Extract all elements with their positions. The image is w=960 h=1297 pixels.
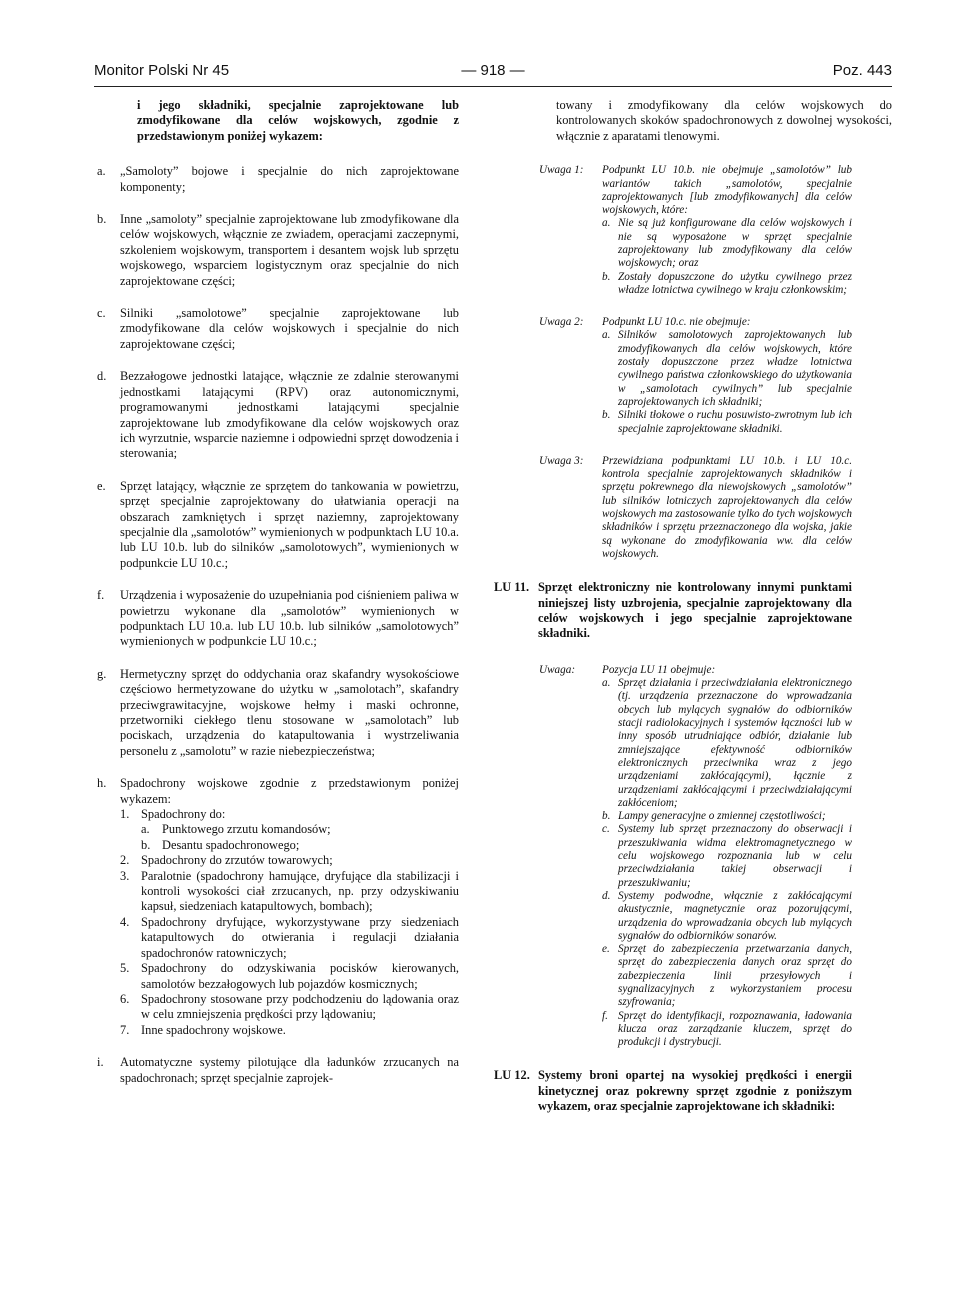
note-sub: [602, 823, 852, 889]
note-sub: [602, 217, 852, 270]
list-item: [97, 164, 459, 195]
sub-text: Spadochrony do zrzutów towarowych;: [141, 853, 333, 868]
list-item: [97, 1055, 459, 1086]
sub-text: Inne spadochrony wojskowe.: [141, 1022, 286, 1037]
section-lu-12: [494, 1068, 892, 1114]
sub-marker: 3.: [120, 868, 130, 883]
section-title: Sprzęt elektroniczny nie kontrolowany innymi punktami niniejszej listy uzbrojenia, specjalnie zaprojektowany dla celów wojskowych i jego specjalnie zaprojektowane składniki.: [538, 580, 852, 641]
note-sub-text: Silników samolotowych zaprojektowanych lub zmodyfikowanych dla celów wojskowych, które zostały dopuszczone przez władze lotnictwa cywilnego państwa członkowskiego do użytkowania w „samolotach cywilnych” lub specjalnie zaprojektowanych ich składniki;: [618, 329, 852, 408]
section-number: LU 12.: [494, 1068, 530, 1083]
sub-text: Paralotnie (spadochrony hamujące, dryfujące dla stabilizacji i kontroli wysokości ciał zrzucanych, np. przy odzyskiwaniu kapsuł, siedzeniach katapultowych, bombach);: [141, 868, 459, 914]
subsub-text: Punktowego zrzutu komandosów;: [162, 822, 331, 837]
sublist-item: [120, 992, 459, 1023]
sublist-item: [120, 869, 459, 915]
sub-text: Spadochrony do odzyskiwania pocisków kierowanych, samolotów bezzałogowych lub pojazdów kosmicznych;: [141, 961, 459, 991]
item-text: Silniki „samolotowe” specjalnie zaprojektowane lub zmodyfikowane dla celów wojskowych i specjalnie do nich zaprojektowane części;: [120, 306, 459, 351]
list-item: [97, 667, 459, 759]
right-column: [494, 98, 892, 1137]
sublist-item: [120, 807, 459, 853]
note-sub-text: Sprzęt do identyfikacji, rozpoznawania, ładowania klucza oraz zarządzanie kluczem, sprzęt do produkcji i dystrybucji.: [618, 1009, 852, 1049]
section-number: LU 11.: [494, 580, 530, 595]
note-sub-text: Silniki tłokowe o ruchu posuwisto-zwrotnym lub ich specjalnie zaprojektowane składniki.: [618, 409, 852, 435]
sub-marker: 1.: [120, 807, 130, 822]
note-sub: [602, 409, 852, 436]
section-title: Systemy broni opartej na wysokiej prędkości i energii kinetycznej oraz pokrewny sprzęt zgodnie z poniższym wykazem, oraz specjalnie zaprojektowane ich składniki:: [538, 1068, 852, 1114]
subsub-item: [141, 822, 459, 837]
item-marker: c.: [97, 306, 106, 321]
note-sub-text: Nie są już konfigurowane dla celów wojskowych i nie są wyposażone w sprzęt specjalnie zaprojektowany lub zmodyfikowany dla celów wojskowych; oraz: [618, 217, 852, 270]
list-item-parachutes: [97, 776, 459, 1038]
list-item: [97, 306, 459, 352]
item-body: [120, 776, 459, 1038]
subsub-marker: a.: [141, 822, 150, 837]
note-sub-text: Systemy podwodne, włącznie z zakłócającymi akustycznie, magnetycznie oraz pozorującymi, urządzenia do wprowadzania obcych lub mylących sygnałów do odbiorników sonarów.: [618, 889, 852, 942]
note-body: [602, 164, 892, 297]
item-text: Spadochrony wojskowe zgodnie z przedstawionym poniżej wykazem:: [120, 776, 459, 806]
note-text: Przewidziana podpunktami LU 10.b. i LU 10.c. kontrola specjalnie zaprojektowanych składników i sprzętu pokrewnego dla niewojskowych „samolotów” lub silników lotniczych zaprojektowanych dla celów wojskowych ma zastosowanie tylko do tych wojskowych składników i sprzętu przeznaczonego dla wojska, jakie są wykonane do zmodyfikowania ww. dla celów wojskowych.: [602, 454, 852, 560]
note-sub-marker: b.: [602, 270, 611, 283]
note-sub: [602, 943, 852, 1009]
note-2: [494, 316, 892, 436]
note-lu-11: [494, 664, 892, 1050]
note-sub-marker: c.: [602, 823, 610, 836]
note-sub-text: Zostały dopuszczone do użytku cywilnego przez władze lotnictwa cywilnego w kraju członkowskim;: [618, 270, 852, 296]
subsub-marker: b.: [141, 837, 151, 852]
item-marker: b.: [97, 212, 107, 227]
journal-title: Monitor Polski Nr 45: [94, 62, 230, 79]
sub-text: Spadochrony stosowane przy podchodzeniu do lądowania oraz w celu zmniejszenia prędkości przy lądowaniu;: [141, 991, 459, 1022]
sub-marker: 7.: [120, 1022, 130, 1037]
note-body: [602, 664, 892, 1050]
note-sub-marker: f.: [602, 1009, 608, 1022]
sublist-item: [120, 915, 459, 961]
item-text: Automatyczne systemy pilotujące dla ładunków zrzucanych na spadochronach; sprzęt specjalnie zaprojek-: [120, 1055, 459, 1085]
item-marker: e.: [97, 478, 106, 493]
item-text: Hermetyczny sprzęt do oddychania oraz skafandry wysokościowe częściowo hermetyzowane do użytku w „samolotach”, skafandry przeciwgrawitacyjne, wojskowe hełmy i maski ochronne, przetworniki ciekłego tlenu stosowane w „samolotach” lub pociskach, urządzenia do katapultowania i wystrzeliwania personelu z „samolotu” w razie niebezpieczeństwa;: [120, 666, 459, 758]
sub-body: [141, 807, 459, 853]
item-text: Sprzęt latający, włącznie ze sprzętem do tankowania w powietrzu, sprzęt specjalnie zaprojektowany do ułatwiania operacji na obszarach zamkniętych i sprzęt naziemny, zaprojektowany specjalnie dla „samolotów” wymienionych w podpunktach LU 10.a. lub LU 10.b. lub do silników „samolotowych”, wymienionych w podpunkcie LU 10.c.;: [120, 478, 459, 570]
note-text: Pozycja LU 11 obejmuje:: [602, 663, 716, 676]
note-sub-marker: e.: [602, 943, 610, 956]
note-label: Uwaga 1:: [539, 164, 584, 177]
item-text: Inne „samoloty” specjalnie zaprojektowane lub zmodyfikowane dla celów wojskowych, włącznie ze zwiadem, operacjami zaczepnymi, szkoleniem wojskowym, transportem i desantem wojsk lub sprzętu wojskowego, wsparciem logistycznym oraz specjalnie do nich zaprojektowane części;: [120, 212, 459, 288]
list-item: [97, 479, 459, 571]
note-sub-text: Sprzęt do zabezpieczenia przetwarzania danych, sprzęt do zabezpieczenia danych oraz sprzęt do zabezpieczenia linii przesyłowych i sygnalizacyjnych z wykorzystaniem procesu szyfrowania;: [618, 943, 852, 1009]
sub-text: Spadochrony do:: [141, 807, 226, 822]
sub-marker: 4.: [120, 914, 130, 929]
note-sub: [602, 677, 852, 810]
item-marker: i.: [97, 1055, 104, 1070]
item-text: Bezzałogowe jednostki latające, włącznie ze zdalnie sterowanymi jednostkami latającymi (RPV) oraz autonomicznymi, programowanymi jednostkami latającymi specjalnie zaprojektowane lub zmodyfikowane dla celów wojskowych oraz ich wyrzutnie, wsparcie naziemne i odpowiedni sprzęt dowodzenia i sterowania;: [120, 369, 459, 461]
sublist-item: [120, 961, 459, 992]
position-number: Poz. 443: [832, 62, 892, 79]
item-marker: h.: [97, 776, 107, 791]
left-column: [97, 98, 459, 1103]
sub-marker: 6.: [120, 991, 130, 1006]
page-header: [94, 62, 892, 82]
sub-marker: 5.: [120, 961, 130, 976]
note-sub-text: Lampy generacyjne o zmiennej częstotliwości;: [618, 810, 826, 823]
list-item: [97, 588, 459, 650]
note-sub: [602, 810, 852, 823]
note-text: Podpunkt LU 10.b. nie obejmuje „samolotów” lub wariantów takich „samolotów, specjalnie zaprojektowanych [lub zmodyfikowanych] dla celów wojskowych, które:: [602, 164, 852, 217]
item-marker: d.: [97, 369, 107, 384]
note-sub-text: Sprzęt działania i przeciwdziałania elektronicznego (tj. urządzenia przeznaczone do wprowadzania obcych lub mylących sygnałów do odbiorników stacji radiolokacyjnych i systemów łączności lub w inny sposób utrudniające odbiór, działanie lub zmniejszające efektywność odbiorników elektronicznych przeciwnika wraz z jego urządzeniami zakłócającymi), łącznie z urządzeniami zakłócającymi i przeciwdziałającymi zakłóceniom;: [618, 677, 852, 809]
item-text: Urządzenia i wyposażenie do uzupełniania pod ciśnieniem paliwa w powietrzu wykonane dla „samolotów” wymienionych w podpunktach LU 10.a. lub LU 10.b. lub silników „samolotowych” wymienionych w podpunkcie LU 10.c.;: [120, 588, 459, 649]
note-label: Uwaga 2:: [539, 316, 584, 329]
note-sub-text: Systemy lub sprzęt przeznaczony do obserwacji i przeszukiwania widma elektromagnetycznego w celu wojskowego rozpoznania lub w celu przeciwdziałania takiej obserwacji i przeszukiwaniu;: [618, 823, 852, 889]
note-label: Uwaga:: [539, 663, 576, 676]
item-text: „Samoloty” bojowe i specjalnie do nich zaprojektowane komponenty;: [120, 164, 459, 194]
page-number: — 918 —: [461, 62, 525, 79]
subsub-item: [141, 838, 459, 853]
subsub-text: Desantu spadochronowego;: [162, 837, 300, 852]
note-sub-marker: b.: [602, 409, 611, 422]
note-body: [602, 455, 892, 561]
sub-marker: 2.: [120, 853, 130, 868]
note-sub: [602, 890, 852, 943]
header-rule: [94, 86, 892, 87]
note-sub: [602, 1010, 852, 1050]
section-lu-11: [494, 580, 892, 642]
note-text: Podpunkt LU 10.c. nie obejmuje:: [602, 316, 751, 329]
list-item: [97, 212, 459, 289]
note-sub-marker: a.: [602, 677, 611, 690]
continuation-text: towany i zmodyfikowany dla celów wojskowych do kontrolowanych skoków spadochronowych z dowolnej wysokości, włącznie z aparatami tlenowymi.: [556, 98, 892, 143]
sub-text: Spadochrony dryfujące, wykorzystywane przy siedzeniach katapultowych do otwierania i regulacji działania spadochronów ratowniczych;: [141, 914, 459, 960]
note-sub-marker: a.: [602, 329, 611, 342]
note-sub: [602, 271, 852, 298]
note-label: Uwaga 3:: [539, 454, 584, 467]
sublist-item: [120, 1023, 459, 1038]
item-marker: g.: [97, 666, 107, 681]
note-sub: [602, 329, 852, 409]
intro-text: i jego składniki, specjalnie zaprojektowane lub zmodyfikowane dla celów wojskowych, zgodnie z przedstawionym poniżej wykazem:: [137, 98, 459, 143]
note-sub-marker: d.: [602, 889, 611, 902]
note-body: [602, 316, 892, 436]
note-3: [494, 455, 892, 561]
note-1: [494, 164, 892, 297]
note-sub-marker: a.: [602, 217, 611, 230]
item-marker: f.: [97, 588, 105, 603]
list-item: [97, 369, 459, 461]
note-sub-marker: b.: [602, 810, 611, 823]
item-marker: a.: [97, 164, 106, 179]
sublist-item: [120, 853, 459, 868]
